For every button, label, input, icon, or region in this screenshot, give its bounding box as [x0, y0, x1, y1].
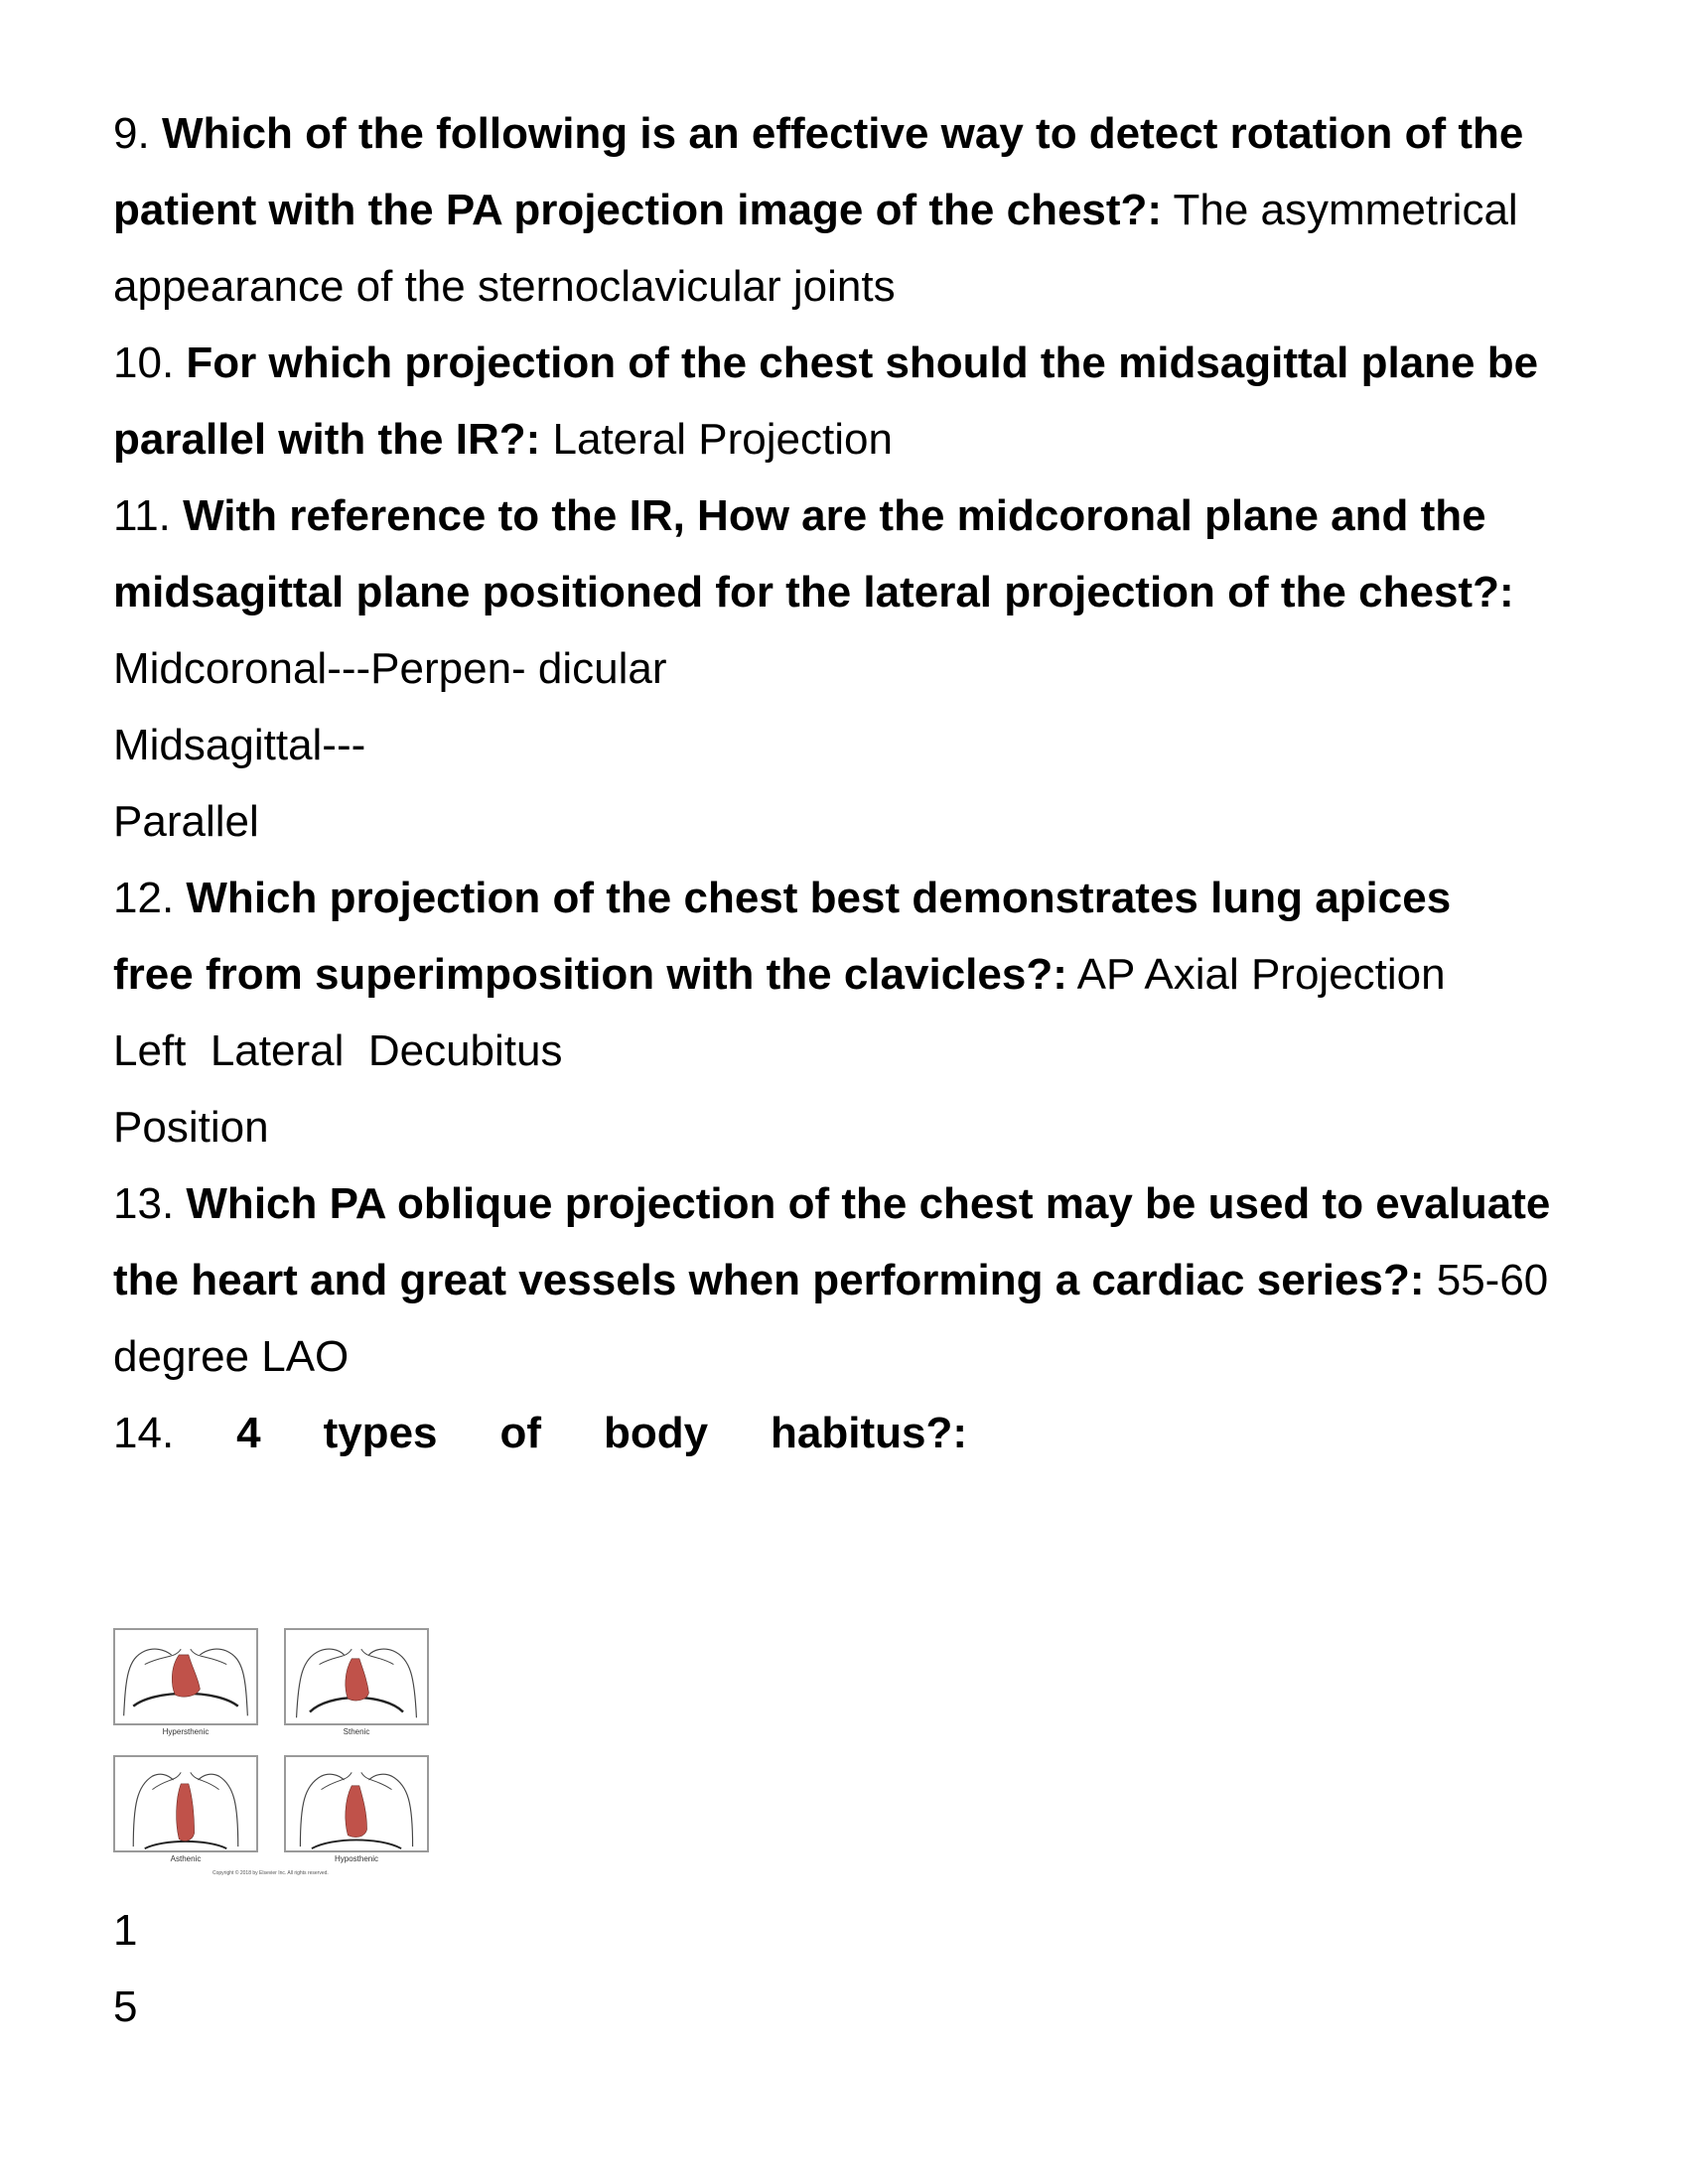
q10-line-2 — [113, 401, 1573, 478]
q11-number: 11. — [113, 491, 171, 540]
q13-answer-part-1: 55-60 — [1424, 1256, 1549, 1304]
hypersthenic-panel — [113, 1628, 258, 1725]
sthenic-caption: Sthenic — [343, 1727, 370, 1736]
figure-copyright: Copyright © 2018 by Elsevier Inc. All rights reserved. — [212, 1870, 329, 1876]
hyposthenic-heart — [346, 1786, 367, 1838]
q13-question-part-2: the heart and great vessels when performing a cardiac series?: — [113, 1256, 1425, 1304]
q11-line-2 — [113, 554, 1573, 630]
sthenic-panel — [284, 1628, 429, 1725]
q12-question-part-1: Which projection of the chest best demonstrates lung apices — [186, 874, 1452, 922]
q12-answer: AP Axial Projection — [1066, 950, 1446, 999]
q10-question-part-2: parallel with the IR?: — [113, 415, 541, 464]
q10-question-part-1: For which projection of the chest should the midsagittal plane be — [186, 339, 1539, 387]
q9-question-part-2: patient with the PA projection image of the chest?: — [113, 186, 1163, 234]
sthenic-chest-image — [286, 1630, 427, 1723]
hyposthenic-chest-image — [286, 1757, 427, 1850]
q9-answer-part-1: The asymmetrical — [1162, 186, 1518, 234]
hypersthenic-heart — [172, 1655, 200, 1697]
q14-line — [113, 1395, 967, 1471]
q12-line-1 — [113, 860, 1573, 936]
q13-line-2 — [113, 1242, 1573, 1318]
q14-number: 14. — [113, 1409, 175, 1457]
q13-answer-part-2: degree LAO — [113, 1332, 350, 1381]
q9-answer-part-2: appearance of the sternoclavicular joints — [113, 262, 896, 311]
asthenic-caption: Asthenic — [170, 1854, 202, 1863]
asthenic-panel — [113, 1755, 258, 1852]
document-page — [113, 95, 1573, 1471]
q10-answer: Lateral Projection — [540, 415, 893, 464]
q9-line-1 — [113, 95, 1573, 172]
page-number-line-1: 1 — [113, 1906, 138, 1955]
q11-question-part-2: midsagittal plane positioned for the lateral projection of the chest?: — [113, 568, 1514, 616]
q14-word-4: body — [603, 1409, 709, 1457]
q10-number: 10. — [113, 339, 175, 387]
q9-line-2 — [113, 172, 1573, 248]
hypersthenic-chest-image — [115, 1630, 256, 1723]
q9-question-part-1: Which of the following is an effective way to detect rotation of the — [161, 109, 1524, 158]
q14-word-5: habitus?: — [771, 1409, 967, 1457]
q14-word-2: types — [323, 1409, 438, 1457]
q10-line-1 — [113, 325, 1573, 401]
q12-answer-line-2: Position — [113, 1103, 269, 1152]
body-habitus-figure — [113, 1628, 441, 1886]
q12-question-part-2: free from superimposition with the clavicles?: — [113, 950, 1067, 999]
q14-word-3: of — [499, 1409, 541, 1457]
hyposthenic-panel — [284, 1755, 429, 1852]
hypersthenic-caption: Hypersthenic — [162, 1727, 210, 1736]
q11-answer-line-1: Midcoronal---Perpen- dicular — [113, 644, 667, 693]
page-number-line-2: 5 — [113, 1982, 138, 2031]
q13-line-1 — [113, 1165, 1573, 1242]
q11-line-1 — [113, 478, 1573, 554]
hyposthenic-caption: Hyposthenic — [334, 1854, 379, 1863]
q14-word-1: 4 — [236, 1409, 261, 1457]
q13-question-part-1: Which PA oblique projection of the chest may be used to evaluate — [186, 1179, 1551, 1228]
q9-number: 9. — [113, 109, 150, 158]
q11-answer-line-2: Midsagittal--- — [113, 721, 366, 769]
q13-number: 13. — [113, 1179, 175, 1228]
q11-question-part-1: With reference to the IR, How are the midcoronal plane and the — [183, 491, 1486, 540]
asthenic-heart — [177, 1784, 195, 1842]
q12-line-2 — [113, 936, 1573, 1013]
asthenic-chest-image — [115, 1757, 256, 1850]
q12-answer-line-1: Left Lateral Decubitus — [113, 1026, 563, 1075]
q11-answer-line-3: Parallel — [113, 797, 259, 846]
sthenic-heart — [346, 1659, 369, 1701]
q12-number: 12. — [113, 874, 175, 922]
